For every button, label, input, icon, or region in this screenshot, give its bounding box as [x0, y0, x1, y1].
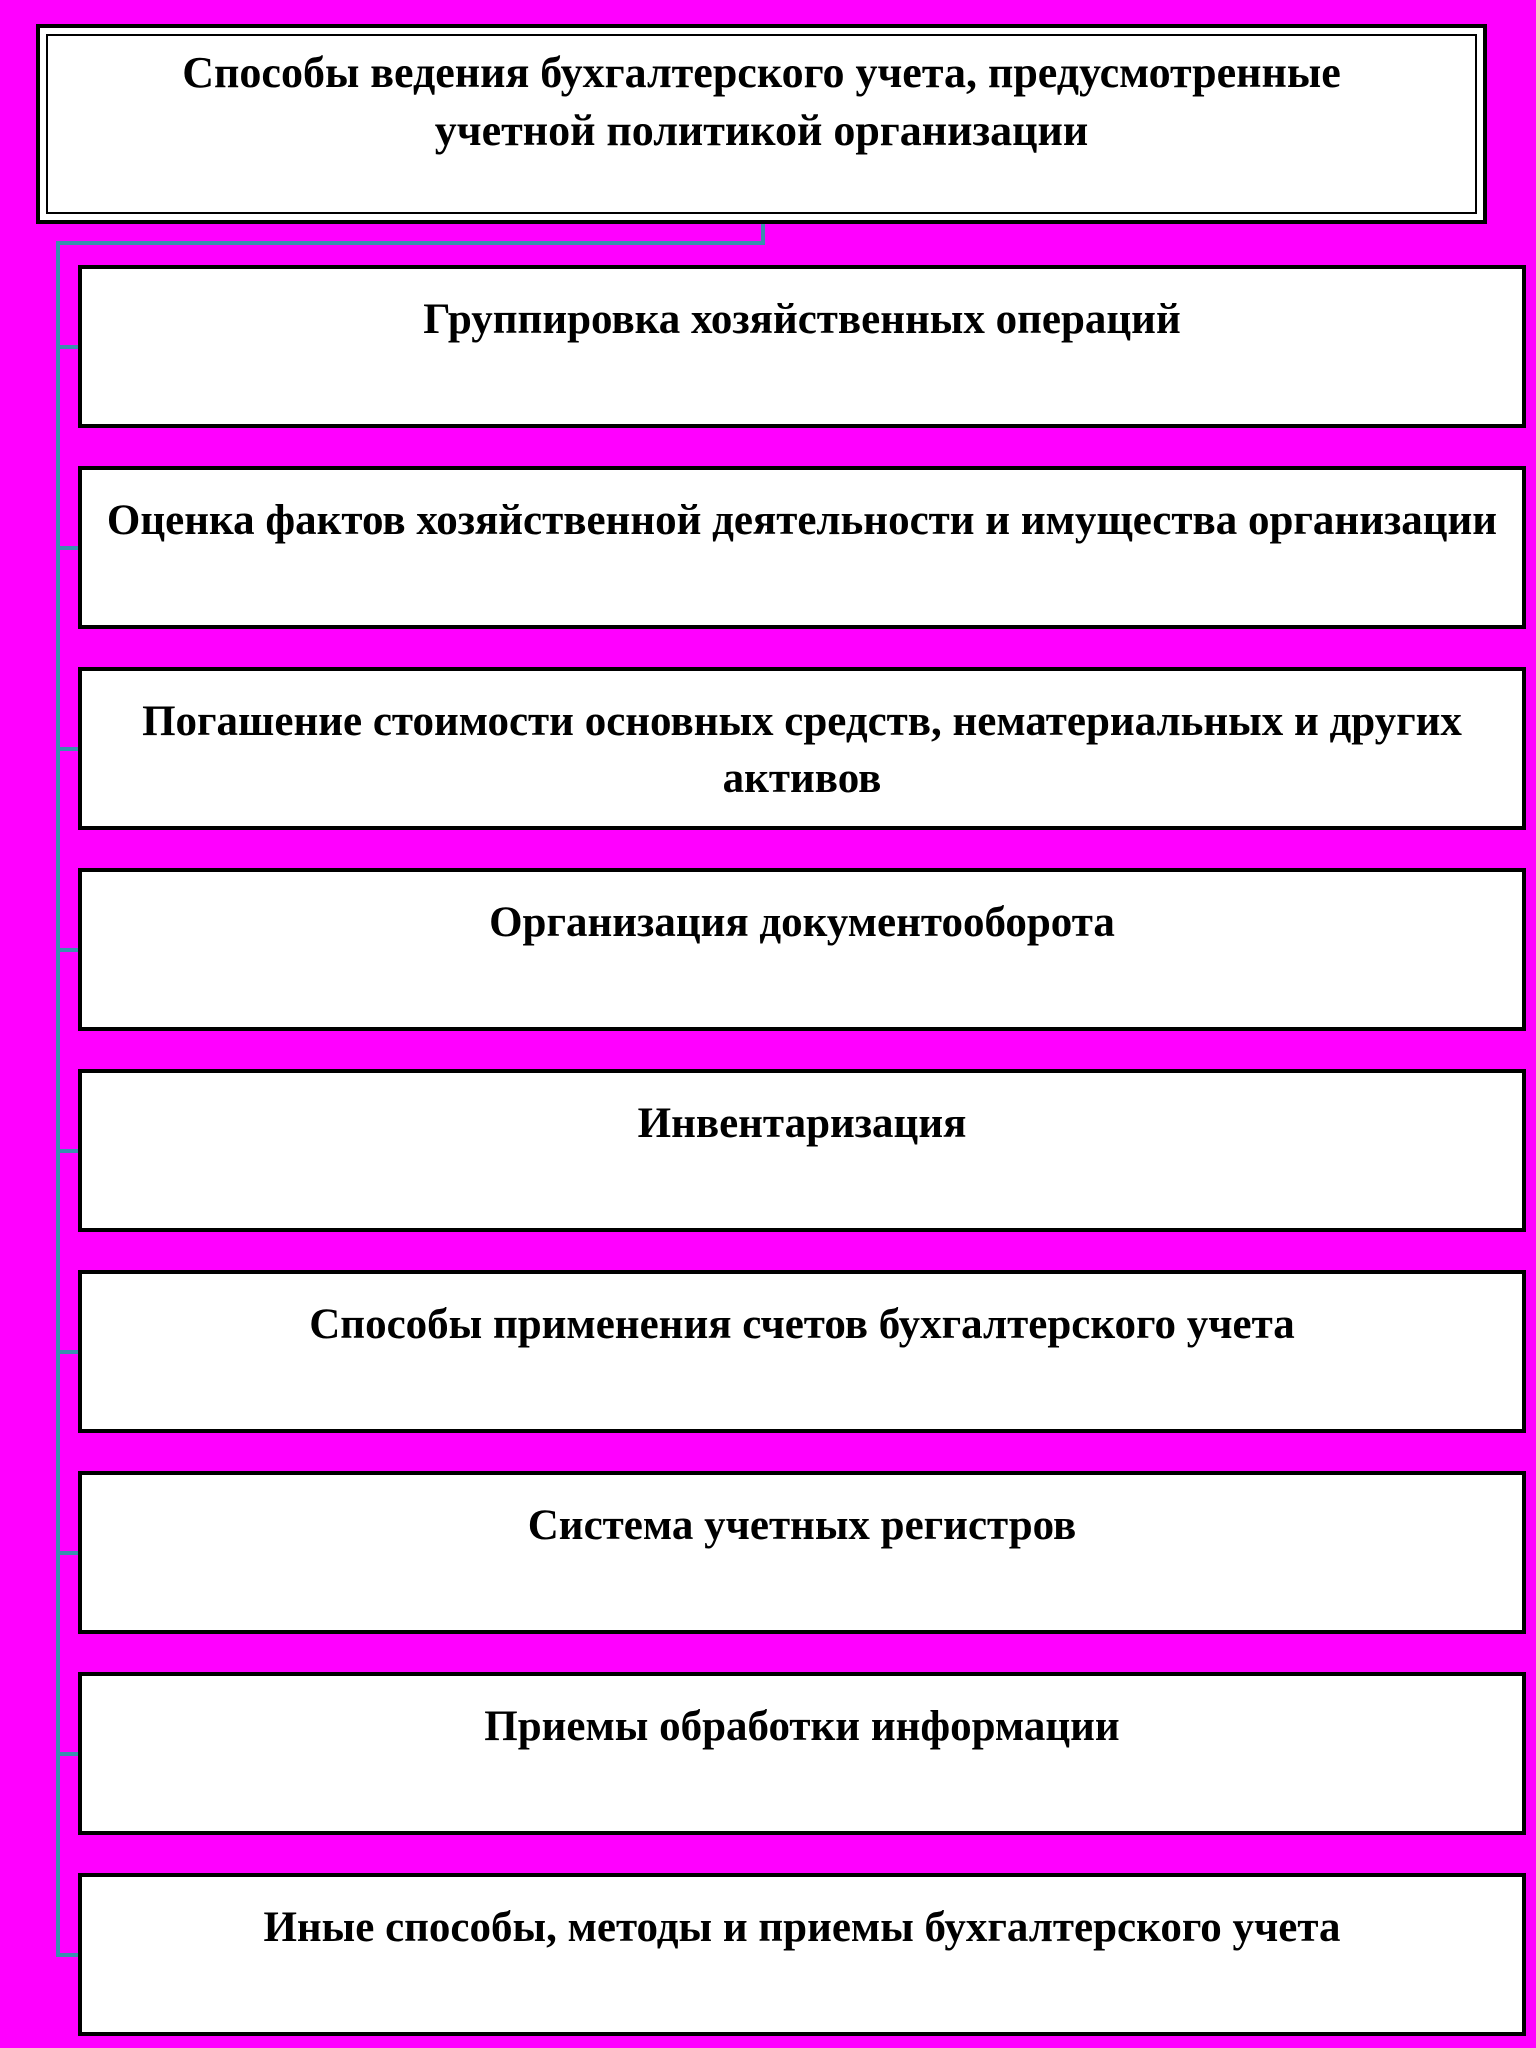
method-box	[78, 868, 1526, 1031]
connector-top-horizontal	[56, 241, 765, 245]
method-label: Погашение стоимости основных средств, нематериальных и других активов	[142, 698, 1462, 802]
connector-tick	[56, 345, 80, 349]
connector-tick	[56, 546, 80, 550]
connector-tick	[56, 1350, 80, 1354]
connector-spine	[56, 241, 60, 1957]
connector-tick	[56, 1551, 80, 1555]
connector-tick	[56, 1953, 80, 1957]
method-box	[78, 1873, 1526, 2036]
connector-tick	[56, 1149, 80, 1153]
method-box	[78, 1672, 1526, 1835]
method-label: Способы применения счетов бухгалтерского учета	[309, 1301, 1295, 1348]
method-box	[78, 1471, 1526, 1634]
method-box	[78, 466, 1526, 629]
method-label: Приемы обработки информации	[484, 1703, 1120, 1750]
method-box	[78, 1270, 1526, 1433]
diagram-title: Способы ведения бухгалтерского учета, предусмотренные учетной политикой организации	[182, 48, 1341, 155]
connector-tick	[56, 1752, 80, 1756]
method-label: Оценка фактов хозяйственной деятельности и имущества организации	[106, 497, 1498, 544]
title-box	[36, 24, 1487, 224]
method-label: Группировка хозяйственных операций	[423, 296, 1181, 343]
method-label: Организация документооборота	[489, 899, 1115, 946]
method-label: Система учетных регистров	[527, 1502, 1077, 1549]
method-box	[78, 265, 1526, 428]
connector-tick	[56, 948, 80, 952]
connector-tick	[56, 747, 80, 751]
method-box	[78, 1069, 1526, 1232]
method-label: Иные способы, методы и приемы бухгалтерского учета	[263, 1904, 1341, 1951]
method-label: Инвентаризация	[637, 1100, 967, 1147]
method-box	[78, 667, 1526, 830]
